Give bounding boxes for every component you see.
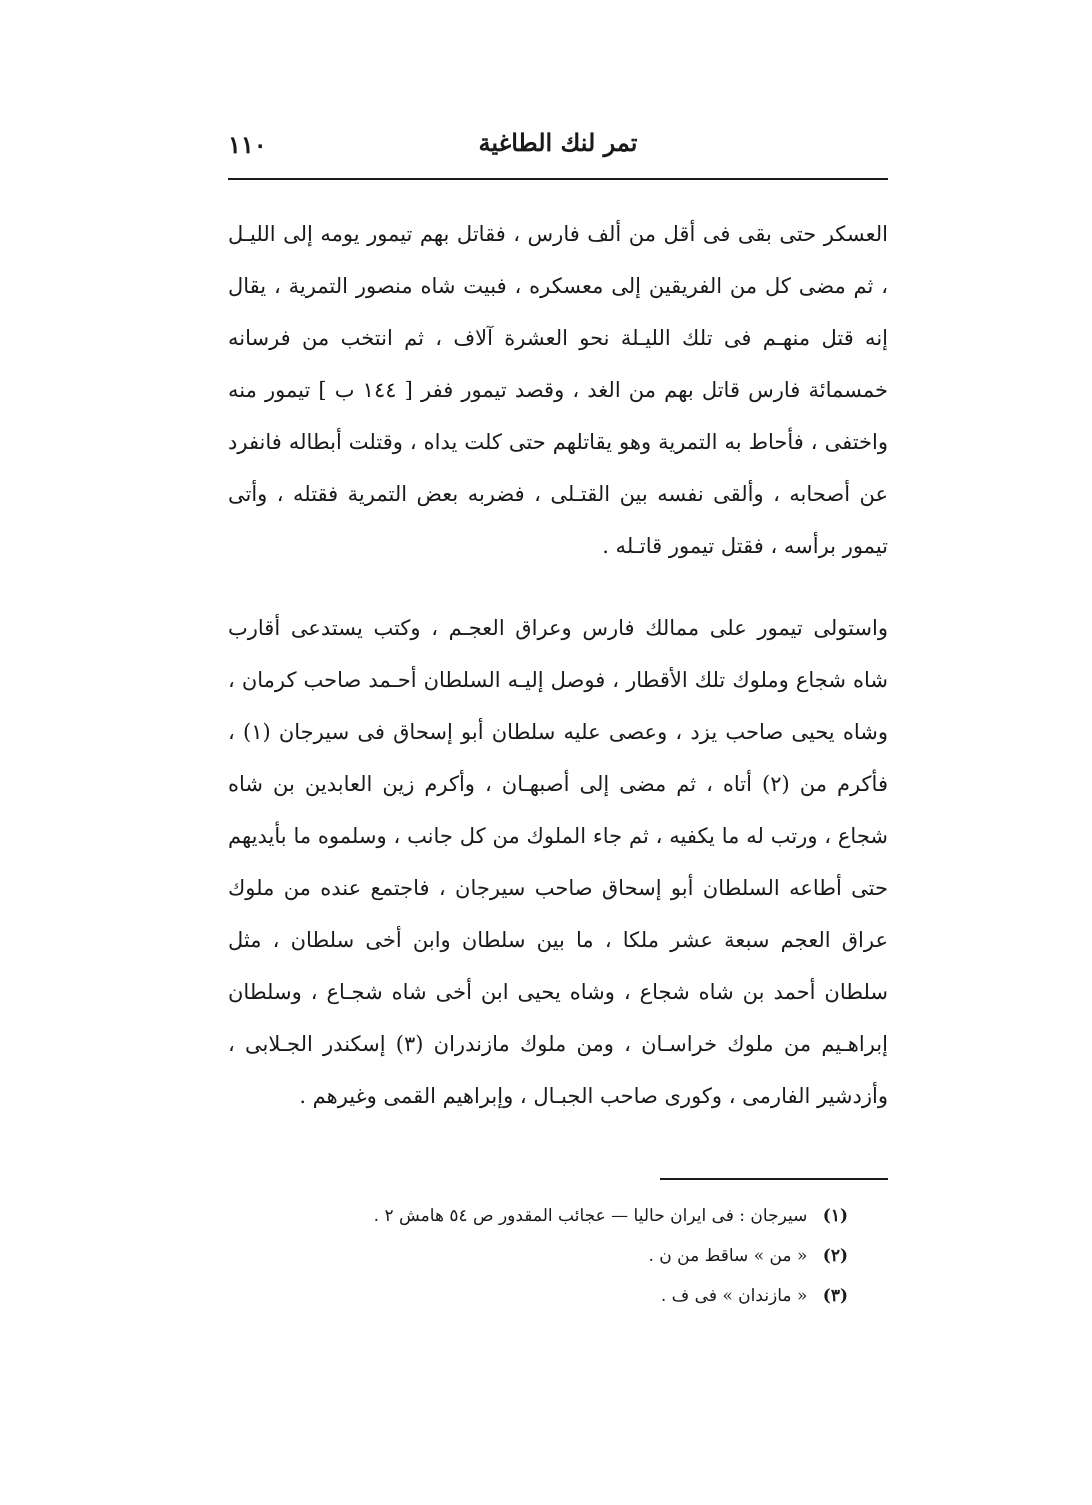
footnote-2 xyxy=(228,1236,848,1276)
page-number: ١١٠ xyxy=(228,130,267,159)
main-text xyxy=(228,208,888,1122)
footnote-text: « من » ساقط من ن . xyxy=(648,1246,808,1266)
paragraph-2: واستولى تيمور على ممالك فارس وعراق العجـم ، وكتب يستدعى أقارب شاه شجاع وملوك تلك الأقطار ، فوصل إليـه السلطان أحـمد صاحب كرمان ، وشاه يحيى صاحب يزد ، وعصى عليه سلطان أبو إسحاق فى سيرجان (١) ، فأكرم من (٢) أتاه ، ثم مضى إلى أصبهـان ، وأكرم زين العابدين بن شاه شجاع ، ورتب له ما يكفيه ، ثم جاء الملوك من كل جانب ، وسلموه ما بأيديهم حتى أطاعه السلطان أبو إسحاق صاحب سيرجان ، فاجتمع عنده من ملوك عراق العجم سبعة عشر ملكا ، ما بين سلطان وابن أخى سلطان ، مثل سلطان أحمد بن شاه شجاع ، وشاه يحيى ابن أخى شاه شجـاع ، وسلطان إبراهـيم من ملوك خراسـان ، ومن ملوك مازندران (٣) إسكندر الجـلابى ، وأزدشير الفارمى ، وكورى صاحب الجبـال ، وإبراهيم القمى وغيرهم . xyxy=(228,616,888,1108)
header-divider xyxy=(228,178,888,180)
paragraph-1: العسكر حتى بقى فى أقل من ألف فارس ، فقاتل بهم تيمور يومه إلى الليـل ، ثم مضى كل من الفريقين إلى معسكره ، فبيت شاه منصور التمرية ، يقال إنه قتل منهـم فى تلك الليـلة نحو العشرة آلاف ، ثم انتخب من فرسانه خمسمائة فارس قاتل بهم من الغد ، وقصد تيمور ففر [ ١٤٤ ب ] تيمور منه واختفى ، فأحاط به التمرية وهو يقاتلهم حتى كلت يداه ، وقتلت أبطاله فانفرد عن أصحابه ، وألقى نفسه بين القتـلى ، فضربه بعض التمرية فقتله ، وأتى تيمور برأسه ، فقتل تيمور قاتـله . xyxy=(228,222,888,558)
footnote-1 xyxy=(228,1196,848,1236)
page-header xyxy=(228,128,888,174)
footnote-text: سيرجان : فى ايران حاليا — عجائب المقدور ص ٥٤ هامش ٢ . xyxy=(373,1206,808,1226)
footnote-text: « مازندان » فى ف . xyxy=(660,1286,808,1306)
footnote-divider xyxy=(660,1178,888,1180)
footnotes xyxy=(228,1196,848,1316)
footnote-number: (٢) xyxy=(822,1246,848,1266)
footnote-number: (١) xyxy=(822,1206,848,1226)
running-title: تمر لنك الطاغية xyxy=(478,128,638,157)
footnote-3 xyxy=(228,1276,848,1316)
footnote-number: (٣) xyxy=(822,1286,848,1306)
